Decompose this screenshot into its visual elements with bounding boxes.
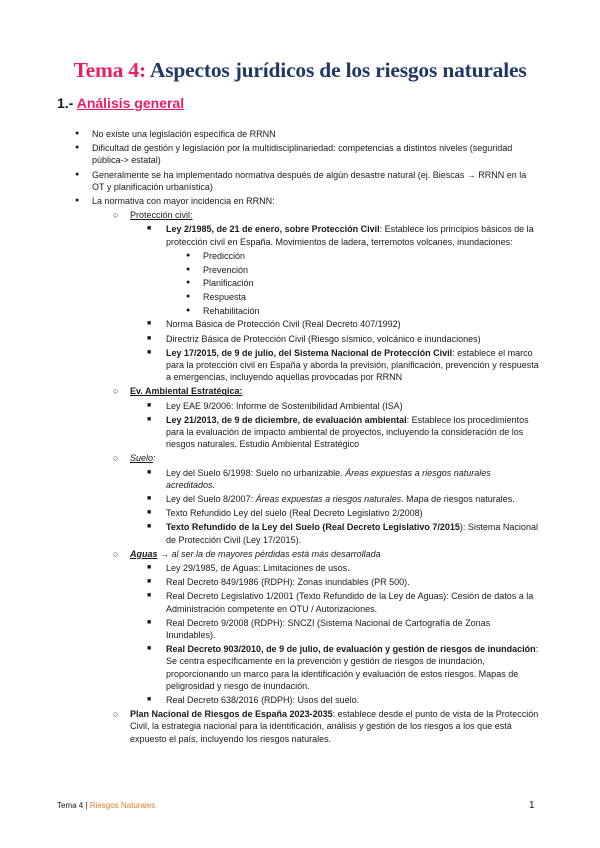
- bullet-icon: ●: [186, 292, 191, 300]
- list-item-text: : Establece los procedimientos para la evaluación de impacto ambiental de proyectos, incluyendo la consideración de los riesgos naturales. Estudio Ambiental Estratégico: [166, 414, 529, 450]
- list-item-text: Real Decreto Legislativo 1/2001 (Texto Refundido de la Ley de Aguas): Cesión de datos a la Administración competente en OTU / Autorizaciones.: [166, 591, 534, 614]
- title-number: Tema 4:: [73, 58, 146, 82]
- list-item-text: Rehabilitación: [203, 305, 260, 316]
- list-item: [0, 264, 600, 276]
- list-item: [0, 708, 600, 745]
- bullet-icon: ■: [147, 415, 152, 423]
- list-item-text: Protección civil:: [130, 210, 193, 221]
- list-item-text: Directriz Básica de Protección Civil (Riesgo sísmico, volcánico e inundaciones): [166, 333, 481, 344]
- list-item: [0, 333, 600, 345]
- list-item: [0, 169, 600, 193]
- bullet-icon: ■: [147, 225, 152, 233]
- bullet-icon: ●: [186, 251, 191, 259]
- list-item: [0, 223, 600, 247]
- bullet-icon: ■: [147, 696, 152, 704]
- bullet-icon: ■: [147, 564, 152, 571]
- list-item: [0, 643, 600, 692]
- list-item: [0, 452, 600, 464]
- list-item: [0, 195, 600, 207]
- bullet-icon: ■: [147, 592, 152, 600]
- list-item: [0, 562, 600, 574]
- page-number: 1: [529, 800, 535, 811]
- list-item-text: Norma Básica de Protección Civil (Real Decreto 407/1992): [166, 319, 401, 330]
- bullet-icon: ●: [186, 279, 191, 287]
- list-item-text: Generalmente se ha implementado normativa después de algún desastre natural (ej. Biescas → RRNN en la OT y planificación urbanística): [92, 169, 527, 192]
- bullet-icon: ●: [186, 265, 191, 273]
- list-item-text: Real Decreto 849/1986 (RDPH): Zonas inundables (PR 500).: [166, 577, 410, 588]
- list-item-text: Texto Refundido Ley del suelo (Real Decreto Legislativo 2/2008): [166, 508, 423, 519]
- list-item-text: Planificación: [203, 278, 254, 289]
- bullet-icon: ■: [147, 645, 152, 653]
- list-item-text: Plan Nacional de Riesgos de España 2023-2035: [130, 709, 333, 720]
- list-item-text: Respuesta: [203, 291, 247, 302]
- list-item: [0, 414, 600, 451]
- list-item-text: Ev. Ambiental Estratégica:: [130, 386, 243, 397]
- list-item: [0, 277, 600, 289]
- list-item-text: : Se centra específicamente en la prevención y gestión de riesgos de inundación, proporcionando un marco para la identificación y evaluación de estos riesgos. Mapas de peligrosidad y riesgo de inundación.: [166, 644, 539, 691]
- list-item-text: Prevención: [203, 264, 249, 275]
- list-item-text: Aguas: [130, 548, 158, 559]
- list-item-text: ): Sistema Nacional de Protección Civil (Ley 17/2015).: [166, 522, 538, 545]
- list-item: [0, 291, 600, 303]
- title-text: Aspectos jurídicos de los riesgos naturales: [149, 58, 527, 82]
- list-item-text: Ley EAE 9/2006: Informe de Sostenibilidad Ambiental (ISA): [166, 400, 403, 411]
- list-item-text: Suelo: [130, 453, 154, 464]
- list-item-text: Ley del Suelo 8/2007:: [166, 493, 256, 504]
- list-item-text: :: [153, 453, 156, 464]
- list-item: [0, 617, 600, 641]
- list-item-text: Ley del Suelo 6/1998: Suelo no urbanizable.: [166, 467, 346, 478]
- list-item: [0, 493, 600, 505]
- list-item-text: Ley 2/1985, de 21 de enero, sobre Protección Civil: [166, 224, 380, 235]
- list-item: [0, 347, 600, 384]
- list-item-text: Ley 29/1985, de Aguas: Limitaciones de usos.: [166, 563, 350, 573]
- list-item: [0, 209, 600, 221]
- list-item-text: No existe una legislación específica de RRNN: [92, 129, 276, 139]
- list-item-text: Ley 17/2015, de 9 de julio, del Sistema Nacional de Protección Civil: [166, 347, 453, 358]
- list-item: [0, 694, 600, 706]
- list-item-text: Texto Refundido de la Ley del Suelo (Real Decreto Legislativo 7/2015: [166, 522, 460, 533]
- bullet-icon: ○: [113, 548, 119, 559]
- bullet-icon: ○: [113, 709, 119, 720]
- bullet-icon: ○: [113, 210, 119, 221]
- bullet-icon: ○: [113, 453, 119, 464]
- bullet-icon: ■: [147, 348, 152, 356]
- list-item-text: . Mapa de riesgos naturales.: [401, 493, 515, 504]
- list-item: [0, 507, 600, 519]
- list-item-text: : establece el marco para la protección civil en España y aborda la previsión, planificación, prevención y respuesta a emergencias, incluyendo aquellas provocadas por RRNN: [166, 347, 539, 383]
- list-item: [0, 576, 600, 588]
- footer-text: Riesgos Naturales: [89, 801, 156, 810]
- bullet-icon: ■: [147, 494, 152, 502]
- list-item-text: Real Decreto 9/2008 (RDPH): SNCZI (Sistema Nacional de Cartografía de Zonas Inundables).: [166, 617, 491, 641]
- bullet-icon: ■: [147, 523, 152, 531]
- document-body: [0, 128, 600, 747]
- list-item: [0, 142, 600, 166]
- list-item: [0, 590, 600, 614]
- list-item-text: : establece desde el punto de vista de la Protección Civil, la estrategia nacional para la identificación, análisis y gestión de los riesgos a los que está expuesto el país, incluyendo los riesgos naturales.: [130, 709, 539, 744]
- list-item-text: Áreas expuestas a riesgos naturales acreditados.: [166, 467, 491, 490]
- bullet-icon: ●: [186, 306, 191, 314]
- bullet-icon: ■: [147, 468, 152, 476]
- bullet-icon: ○: [113, 386, 119, 397]
- list-item: [0, 521, 600, 545]
- section-name: Análisis general: [76, 95, 185, 111]
- list-item: [0, 548, 600, 560]
- bullet-icon: ■: [147, 320, 152, 328]
- page-footer: [57, 801, 155, 810]
- list-item: [0, 385, 600, 397]
- list-item-text: → al ser la de mayores pérdidas está más desarrollada: [157, 548, 381, 559]
- bullet-icon: ■: [147, 334, 152, 342]
- footer-separator: |: [85, 801, 88, 810]
- bullet-icon: ●: [75, 197, 80, 205]
- document-title: [0, 58, 600, 83]
- list-item-text: Real Decreto 638/2016 (RDPH): Usos del suelo.: [166, 695, 360, 706]
- bullet-icon: ■: [147, 578, 152, 586]
- list-item-text: Dificultad de gestión y legislación por la multidisciplinariedad: competencias a distintos niveles (seguridad pública-> estatal): [92, 143, 513, 166]
- list-item: [0, 128, 600, 140]
- list-item-text: Áreas expuestas a riesgos naturales: [255, 493, 402, 504]
- list-item-text: Ley 21/2013, de 9 de diciembre, de evaluación ambiental: [166, 414, 407, 425]
- bullet-icon: ●: [75, 144, 80, 152]
- bullet-icon: ■: [147, 618, 152, 626]
- section-number: 1.-: [57, 95, 74, 111]
- list-item-text: Real Decreto 903/2010, de 9 de julio, de evaluación y gestión de riesgos de inundación: [166, 644, 536, 655]
- list-item: [0, 305, 600, 317]
- list-item: [0, 467, 600, 491]
- bullet-icon: ■: [147, 509, 152, 517]
- list-item: [0, 250, 600, 262]
- bullet-icon: ●: [75, 130, 80, 137]
- bullet-icon: ■: [147, 401, 152, 409]
- list-item-text: : Establece los principios básicos de la protección civil en España. Movimientos de ladera, terremotos volcanes, inundaciones:: [166, 224, 534, 247]
- footer-label: Tema 4: [57, 801, 84, 810]
- list-item-text: Predicción: [203, 250, 246, 261]
- section-heading: [57, 95, 184, 111]
- bullet-icon: ●: [75, 170, 80, 178]
- list-item: [0, 400, 600, 412]
- list-item-text: La normativa con mayor incidencia en RRNN:: [92, 196, 275, 207]
- list-item: [0, 318, 600, 330]
